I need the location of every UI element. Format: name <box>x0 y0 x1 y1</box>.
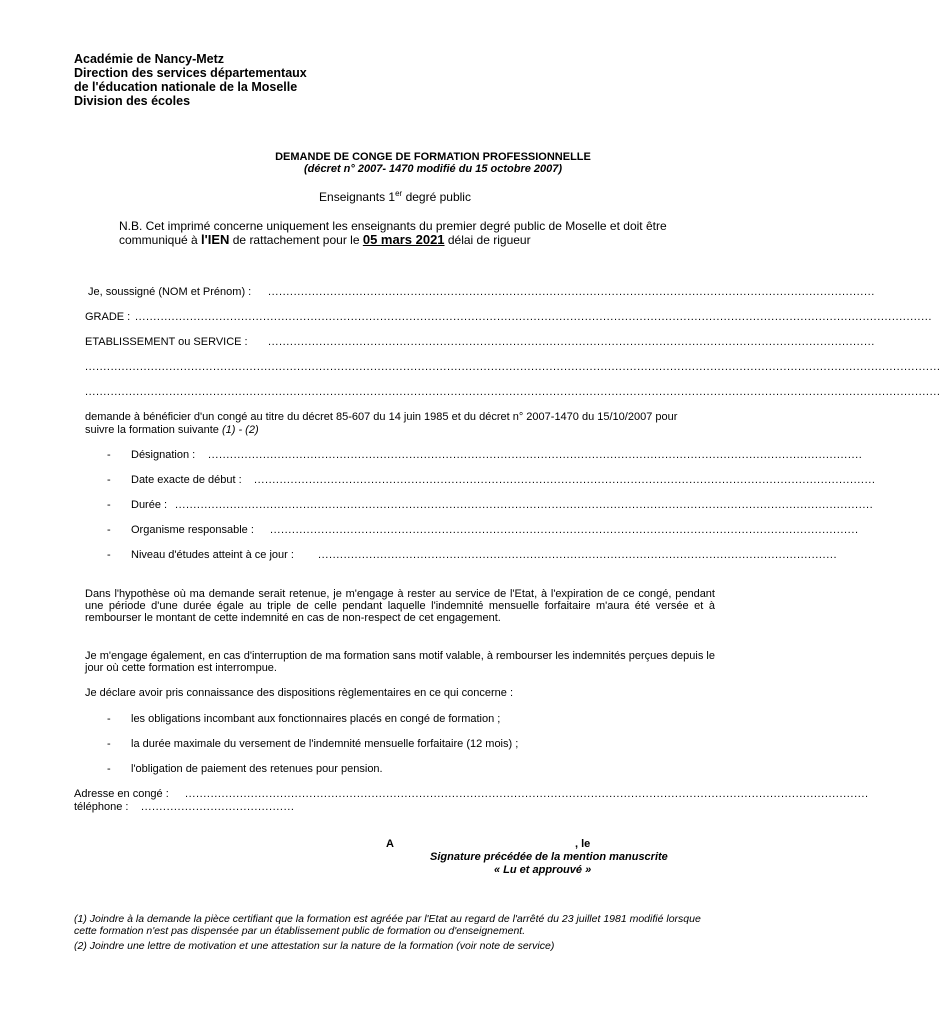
provision-dash: - <box>107 713 111 725</box>
item-dash: - <box>107 449 111 461</box>
date-debut-field[interactable]: .......................................................................................................................................................................... <box>254 474 876 486</box>
item-dash: - <box>107 474 111 486</box>
designation-field[interactable]: ................................................................................................................................................................................... <box>208 449 863 461</box>
etablissement-field[interactable]: ...................................................................................................................................................................... <box>268 336 875 348</box>
niveau-etudes-field[interactable]: .............................................................................................................................................. <box>318 549 838 561</box>
header-academie: Académie de Nancy-Metz <box>74 52 225 66</box>
provision-item: les obligations incombant aux fonctionnaires placés en congé de formation ; <box>131 713 501 725</box>
form-title: DEMANDE DE CONGE DE FORMATION PROFESSIONNELLE <box>275 151 591 163</box>
item-dash: - <box>107 549 111 561</box>
ien-label: l'IEN <box>201 232 230 247</box>
header-division: Division des écoles <box>74 94 191 108</box>
declaration-line: Je déclare avoir pris connaissance des dispositions règlementaires en ce qui concerne : <box>85 687 514 699</box>
form-subtitle: (décret n° 2007- 1470 modifié du 15 octobre 2007) <box>303 163 563 175</box>
etablissement-field-line-3[interactable]: .......................................................................................................................................................................................................................................... <box>85 386 941 398</box>
request-line-1: demande à bénéficier d'un congé au titre du décret 85-607 du 14 juin 1985 et du décret n° 2007-1470 du 15/10/2007 pour <box>85 411 678 423</box>
provision-item: la durée maximale du versement de l'indemnité mensuelle forfaitaire (12 mois) ; <box>131 738 519 750</box>
niveau-etudes-label: Niveau d'études atteint à ce jour : <box>131 549 294 561</box>
provision-dash: - <box>107 738 111 750</box>
item-dash: - <box>107 499 111 511</box>
address-label: Adresse en congé : <box>74 788 169 800</box>
header-education: de l'éducation nationale de la Moselle <box>74 80 298 94</box>
provision-item: l'obligation de paiement des retenues pour pension. <box>131 763 383 775</box>
designation-label: Désignation : <box>131 449 196 461</box>
nb-line-1: N.B. Cet imprimé concerne uniquement les enseignants du premier degré public de Moselle et doit être <box>119 219 667 233</box>
signature-instruction: Signature précédée de la mention manuscrite <box>430 851 668 863</box>
organisme-field[interactable]: ................................................................................................................................................................. <box>270 524 859 536</box>
address-field[interactable]: ........................................................................................................................................................................................... <box>185 788 869 800</box>
item-dash: - <box>107 524 111 536</box>
deadline-date: 05 mars 2021 <box>362 232 445 247</box>
organisme-label: Organisme responsable : <box>131 524 254 536</box>
grade-label: GRADE : <box>85 311 131 323</box>
provision-dash: - <box>107 763 111 775</box>
phone-label: téléphone : <box>74 801 129 813</box>
place-prefix: A <box>386 838 394 850</box>
nb-line-2: communiqué à l'IEN de rattachement pour le 05 mars 2021 délai de rigueur <box>119 232 531 247</box>
audience-line: Enseignants 1er degré public <box>319 189 471 204</box>
lu-et-approuve: « Lu et approuvé » <box>494 864 592 876</box>
duree-label: Durée : <box>131 499 168 511</box>
footnote-2: (2) Joindre une lettre de motivation et une attestation sur la nature de la formation (voir note de service) <box>74 940 555 952</box>
header-direction: Direction des services départementaux <box>74 66 307 80</box>
etablissement-field-line-2[interactable]: .......................................................................................................................................................................................................................................... <box>85 361 941 373</box>
etablissement-label: ETABLISSEMENT ou SERVICE : <box>85 336 248 348</box>
phone-field[interactable]: .......................................... <box>141 801 295 813</box>
interruption-paragraph: Je m'engage également, en cas d'interruption de ma formation sans motif valable, à rembourser les indemnités perçues depuis le jour où cette formation est interrompue. <box>85 650 715 674</box>
date-suffix: , le <box>575 838 591 850</box>
name-label: Je, soussigné (NOM et Prénom) : <box>88 286 252 298</box>
name-field[interactable]: ...................................................................................................................................................................... <box>268 286 875 298</box>
request-refs: (1) - (2) <box>218 424 259 436</box>
duree-field[interactable]: ............................................................................................................................................................................................... <box>175 499 874 511</box>
engagement-paragraph: Dans l'hypothèse où ma demande serait retenue, je m'engage à rester au service de l'Etat, à l'expiration de ce congé, pendant une période d'une durée égale au triple de celle pendant laquelle l'indemnité mensuelle forfaitaire m'aura été versée et à rembourser le montant de cette indemnité en cas de non-respect de cet engagement. <box>85 588 715 624</box>
date-debut-label: Date exacte de début : <box>131 474 242 486</box>
footnote-1: (1) Joindre à la demande la pièce certifiant que la formation est agréée par l'Etat au regard de l'arrêté du 23 juillet 1981 modifié lorsque cette formation n'est pas dispensée par un établissement public de formation ou d'enseignement. <box>74 913 701 937</box>
grade-field[interactable]: .......................................................................................................................................................................................................................... <box>135 311 933 323</box>
request-line-2: suivre la formation suivante (1) - (2) <box>85 424 259 436</box>
